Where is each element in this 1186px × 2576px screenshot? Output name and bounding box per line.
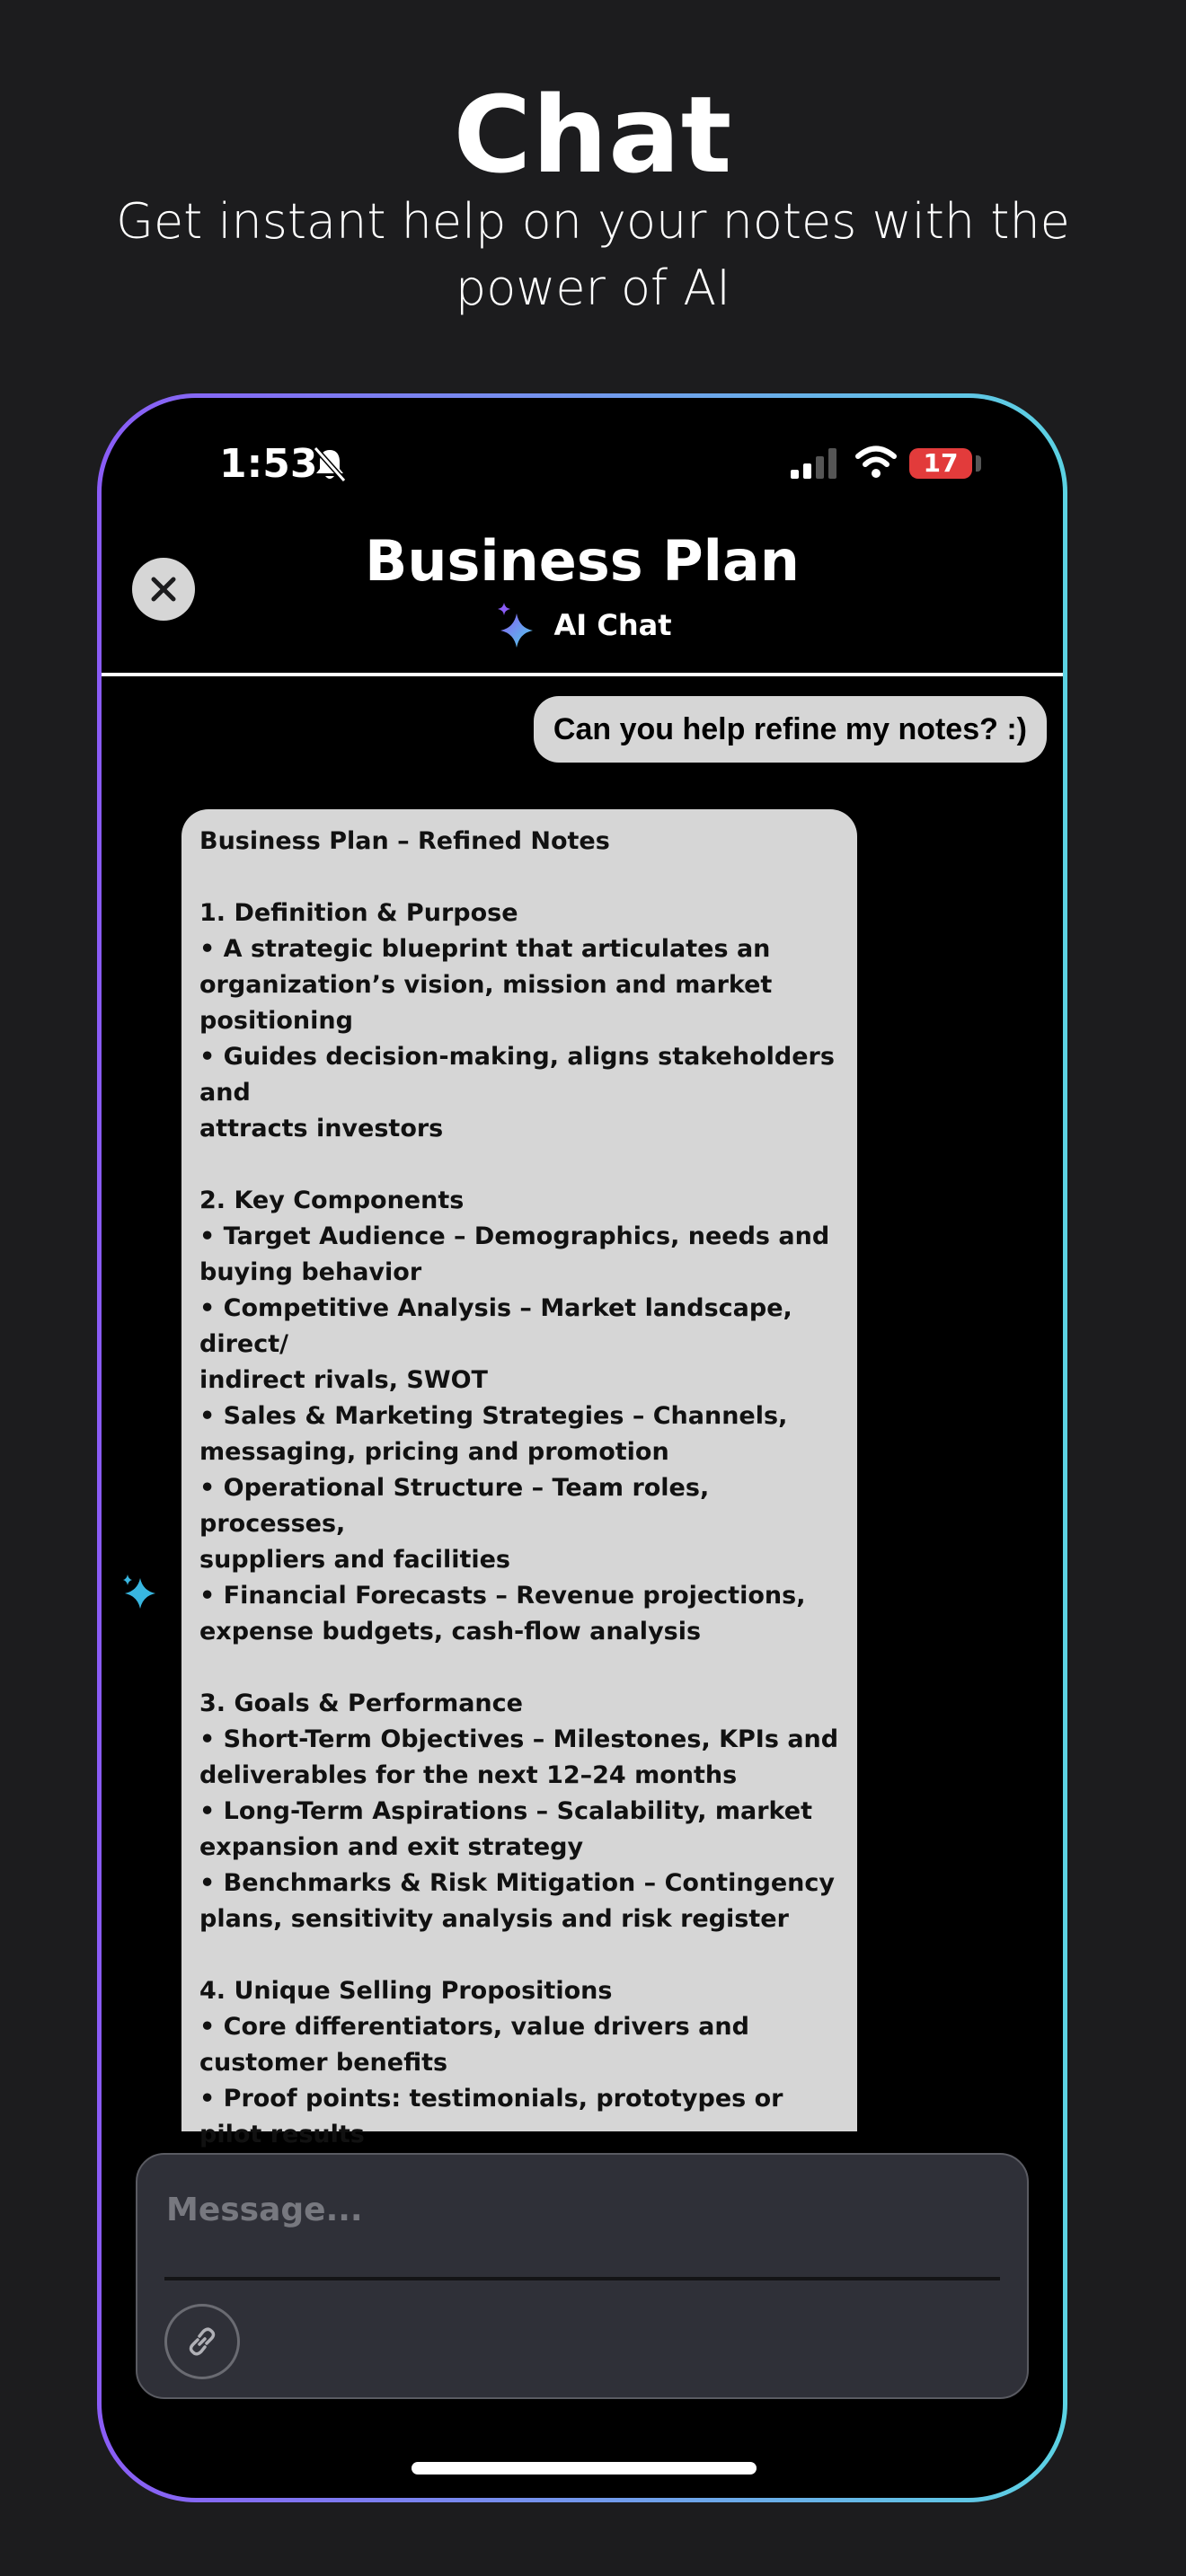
message-composer xyxy=(136,2153,1029,2399)
phone-frame xyxy=(97,393,1067,2502)
header-divider xyxy=(102,673,1063,676)
ai-message-bubble xyxy=(181,809,857,2148)
home-indicator[interactable] xyxy=(412,2462,757,2475)
chat-mode-row xyxy=(102,601,1063,649)
ai-message-text: Business Plan – Refined Notes 1. Definition & Purpose • A strategic blueprint that articulates an organization’s vision, mission and market positioning • Guides decision-making, aligns stakeholders and attracts investors 2. Key Components • Target Audience – Demographics, needs and buying behavior • Competitive Analysis – Market landscape, direct/ indirect rivals, SWOT • Sales & Marketing Strategies – Channels, messaging, pricing and promotion • Operational Structure – Team roles, processes, suppliers and facilities • Financial Forecasts – Revenue projections, expense budgets, cash-flow analysis 3. Goals & Performance • Short-Term Objectives – Milestones, KPIs and deliverables for the next 12–24 months • Long-Term Aspirations – Scalability, market expansion and exit strategy • Benchmarks & Risk Mitigation – Contingency plans, sensitivity analysis and risk register 4. Unique Selling Propositions • Core differentiators, value drivers and customer benefits • Proof points: testimonials, prototypes or pilot results xyxy=(199,827,839,2148)
status-time: 1:53 xyxy=(219,441,318,487)
sparkle-icon xyxy=(493,601,542,649)
link-icon xyxy=(183,2323,221,2360)
user-message-bubble: Can you help refine my notes? :) xyxy=(534,696,1047,763)
wifi-icon xyxy=(854,445,898,479)
composer-divider xyxy=(164,2277,1000,2280)
message-input[interactable] xyxy=(164,2182,1004,2237)
signal-icon xyxy=(791,448,841,479)
attach-link-button[interactable] xyxy=(164,2304,240,2379)
battery-icon: 17 xyxy=(909,448,972,479)
promo-subtitle: Get instant help on your notes with the power of AI xyxy=(116,193,1070,316)
bell-slash-icon xyxy=(310,445,350,484)
phone-screen xyxy=(102,398,1063,2498)
chat-mode-label: AI Chat xyxy=(553,608,672,642)
chat-title: Business Plan xyxy=(365,528,800,594)
battery-tip xyxy=(976,455,981,472)
ai-sparkle-icon xyxy=(119,1573,161,1614)
promo-title: Chat xyxy=(453,73,733,197)
